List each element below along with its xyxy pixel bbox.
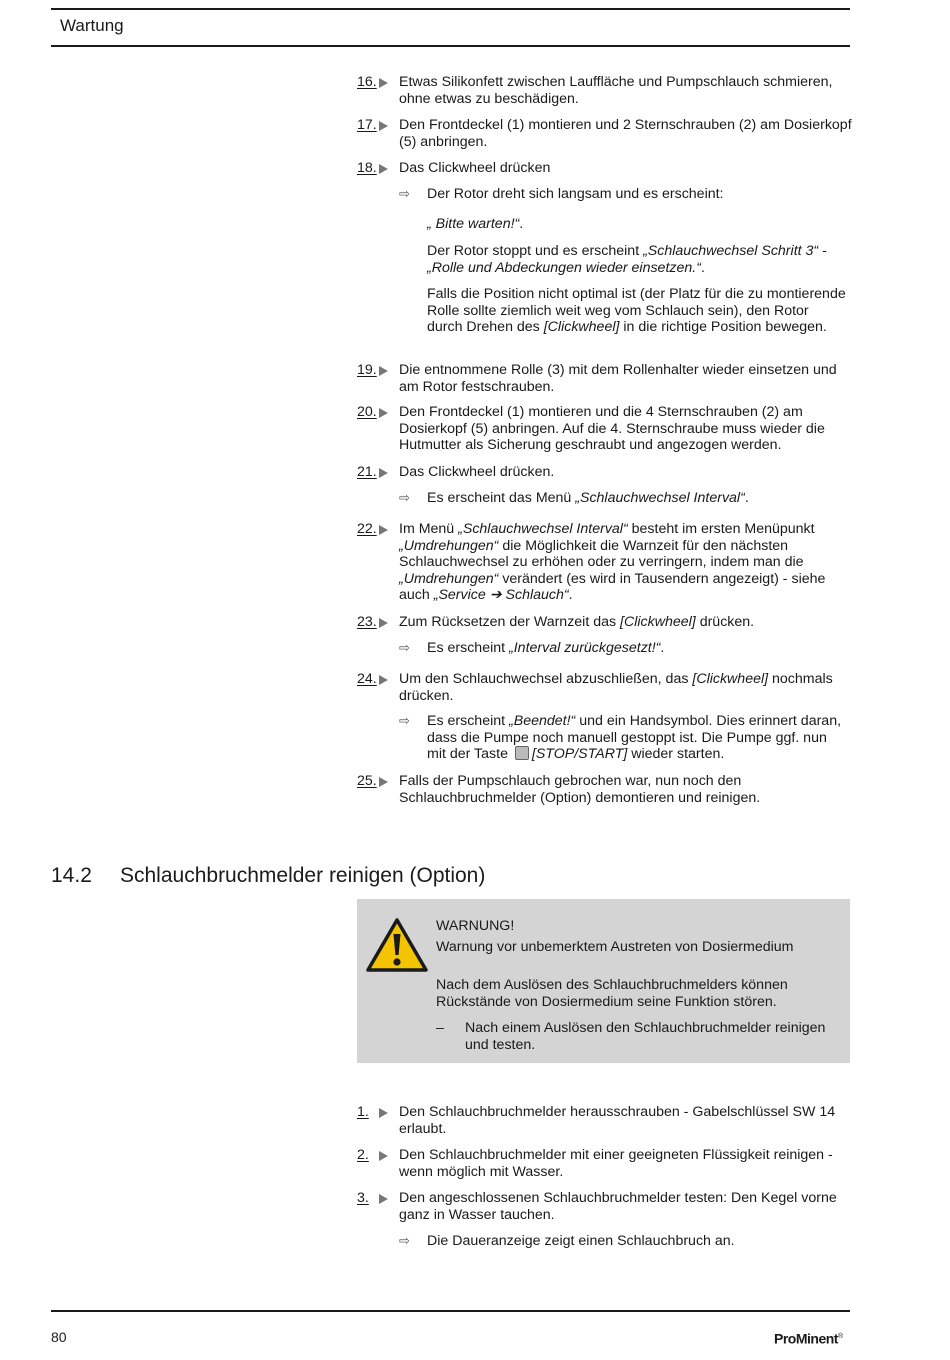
result-text: Der Rotor dreht sich langsam und es erscheint: xyxy=(427,186,724,202)
step-18-message-1 xyxy=(427,216,847,233)
display-message: „Schlauchwechsel Schritt 3“ xyxy=(643,243,819,259)
result-text xyxy=(427,640,849,657)
text: in die richtige Position bewegen. xyxy=(619,319,827,336)
text: Der Rotor stoppt und es erscheint xyxy=(427,243,644,259)
measure-text: Nach einem Auslösen den Schlauchbruchmelder reinigen und testen. xyxy=(465,1020,826,1053)
step-text: Den Frontdeckel (1) montieren und die 4 Sternschrauben (2) am Dosierkopf (5) anbringen. Auf die 4. Sternschraube muss wieder die Hutmutter als Sicherung geschraubt und angezogen werden. xyxy=(399,404,825,454)
step-18-message-2 xyxy=(427,243,847,276)
punctuation: . xyxy=(660,640,665,656)
punctuation: . xyxy=(700,259,705,276)
menu-name: „Schlauchwechsel Interval“ xyxy=(458,521,628,537)
text: die Möglichkeit die Warnzeit für den nächsten Schlauchwechsel zu erhöhen oder zu verringern, indem man die xyxy=(399,537,804,571)
control-name: [Clickwheel] xyxy=(692,671,769,687)
punctuation: . xyxy=(568,587,573,604)
step-arrow-icon xyxy=(379,675,388,685)
step-arrow-icon xyxy=(379,525,388,535)
stop-start-key-icon xyxy=(515,746,529,760)
step-23 xyxy=(357,614,852,631)
menu-path: „Service ➔ Schlauch“ xyxy=(433,587,569,604)
step-17 xyxy=(357,117,852,150)
warning-triangle-icon xyxy=(365,917,429,973)
step-number: 17. xyxy=(357,117,377,133)
step-arrow-icon xyxy=(379,1108,388,1118)
step-number: 25. xyxy=(357,773,377,789)
step-number: 20. xyxy=(357,404,377,420)
step-arrow-icon xyxy=(379,121,388,131)
step-20 xyxy=(357,404,852,454)
step-number: 16. xyxy=(357,74,377,90)
text: nochmals drücken. xyxy=(399,671,833,704)
punctuation: . xyxy=(744,490,749,506)
result-text xyxy=(427,490,849,507)
step-18 xyxy=(357,160,852,177)
step-16 xyxy=(357,74,852,107)
text: Um den Schlauchwechsel abzuschließen, das xyxy=(399,671,693,687)
header-bottom-rule xyxy=(51,45,850,47)
warning-measure xyxy=(436,1020,826,1053)
chapter-title: Wartung xyxy=(60,16,124,35)
step-text xyxy=(399,614,852,631)
logo-text: ProMinent xyxy=(774,1330,838,1347)
step-3-result xyxy=(399,1233,849,1250)
step-18-note xyxy=(427,286,847,336)
step-22 xyxy=(357,521,852,604)
step-arrow-icon xyxy=(379,408,388,418)
section-title: Schlauchbruchmelder reinigen (Option) xyxy=(120,864,486,887)
header-top-rule xyxy=(51,8,850,10)
step-text: Falls der Pumpschlauch gebrochen war, nun noch den Schlauchbruchmelder (Option) demontieren und reinigen. xyxy=(399,773,761,806)
step-text: Das Clickwheel drücken xyxy=(399,160,551,176)
text: Es erscheint xyxy=(427,640,510,656)
key-name: [STOP/START] xyxy=(531,746,628,763)
step-number: 19. xyxy=(357,362,377,378)
text: Im Menü xyxy=(399,521,459,537)
page-number: 80 xyxy=(51,1329,67,1345)
step-number: 3. xyxy=(357,1190,369,1206)
result-text: Die Daueranzeige zeigt einen Schlauchbruch an. xyxy=(427,1233,735,1249)
display-message: „Interval zurückgesetzt!“ xyxy=(509,640,661,656)
result-arrow-icon: ⇨ xyxy=(399,713,410,728)
step-25 xyxy=(357,773,852,806)
step-text: Den Schlauchbruchmelder mit einer geeigneten Flüssigkeit reinigen - wenn möglich mit Wasser. xyxy=(399,1147,833,1180)
step-19 xyxy=(357,362,852,395)
text: und ein Handsymbol. Dies erinnert daran, dass die Pumpe noch manuell gestoppt ist. Die Pumpe ggf. nun mit der Taste xyxy=(427,713,842,763)
step-number: 2. xyxy=(357,1147,369,1163)
step-24-result xyxy=(399,713,849,763)
footer-rule xyxy=(51,1310,850,1312)
step-number: 18. xyxy=(357,160,377,176)
step-3 xyxy=(357,1190,852,1223)
step-1 xyxy=(357,1104,852,1137)
step-arrow-icon xyxy=(379,777,388,787)
control-name: [Clickwheel] xyxy=(620,614,696,630)
step-number: 22. xyxy=(357,521,377,537)
display-message: „Rolle und Abdeckungen wieder einsetzen.“ xyxy=(427,259,701,276)
text: - xyxy=(818,243,827,259)
step-21 xyxy=(357,464,852,481)
step-arrow-icon xyxy=(379,468,388,478)
menu-item: „Umdrehungen“ xyxy=(399,570,499,587)
display-message: „ Bitte warten!“ xyxy=(427,216,520,232)
step-number: 23. xyxy=(357,614,377,630)
result-arrow-icon: ⇨ xyxy=(399,186,410,201)
step-number: 1. xyxy=(357,1104,369,1120)
text: Es erscheint xyxy=(427,713,510,729)
result-arrow-icon: ⇨ xyxy=(399,1233,410,1248)
step-number: 21. xyxy=(357,464,377,480)
result-arrow-icon: ⇨ xyxy=(399,640,410,655)
text: besteht im ersten Menüpunkt xyxy=(627,521,815,537)
step-2 xyxy=(357,1147,852,1180)
display-message: „Schlauchwechsel Interval“ xyxy=(575,490,745,506)
step-number: 24. xyxy=(357,671,377,687)
step-18-result xyxy=(399,186,849,203)
step-text: Etwas Silikonfett zwischen Lauffläche und Pumpschlauch schmieren, ohne etwas zu beschädigen. xyxy=(399,74,833,107)
step-text: Den Frontdeckel (1) montieren und 2 Sternschrauben (2) am Dosierkopf (5) anbringen. xyxy=(399,117,852,150)
step-text xyxy=(399,671,852,704)
warning-heading: Warnung vor unbemerktem Austreten von Dosiermedium xyxy=(436,939,794,955)
step-arrow-icon xyxy=(379,618,388,628)
step-text: Das Clickwheel drücken. xyxy=(399,464,555,480)
dash: – xyxy=(436,1020,444,1036)
menu-item: „Umdrehungen“ xyxy=(399,537,499,554)
step-arrow-icon xyxy=(379,78,388,88)
punctuation: . xyxy=(519,216,524,232)
warning-box xyxy=(357,899,850,1063)
section-number: 14.2 xyxy=(51,864,92,887)
step-arrow-icon xyxy=(379,1194,388,1204)
brand-logo xyxy=(774,1329,843,1347)
step-arrow-icon xyxy=(379,1151,388,1161)
text: Es erscheint das Menü xyxy=(427,490,576,506)
text: drücken. xyxy=(695,614,755,630)
step-arrow-icon xyxy=(379,366,388,376)
text: Falls die Position nicht optimal ist (der Platz für die zu montierende Rolle sollte ziemlich weit weg vom Schlauch sein), den Rotor durch Drehen des xyxy=(427,286,846,336)
text: Zum Rücksetzen der Warnzeit das xyxy=(399,614,621,630)
step-text xyxy=(399,521,852,604)
step-23-result xyxy=(399,640,849,657)
step-text: Die entnommene Rolle (3) mit dem Rollenhalter wieder einsetzen und am Rotor festschrauben. xyxy=(399,362,837,395)
warning-body: Nach dem Auslösen des Schlauchbruchmelders können Rückstände von Dosiermedium seine Funktion stören. xyxy=(436,977,788,1010)
result-text xyxy=(427,713,849,763)
step-21-result xyxy=(399,490,849,507)
step-24 xyxy=(357,671,852,704)
warning-label: WARNUNG! xyxy=(436,918,515,934)
result-arrow-icon: ⇨ xyxy=(399,490,410,505)
registered-mark: ® xyxy=(837,1333,843,1340)
step-arrow-icon xyxy=(379,164,388,174)
display-message: „Beendet!“ xyxy=(509,713,576,729)
control-name: [Clickwheel] xyxy=(543,319,620,336)
text: wieder starten. xyxy=(627,746,725,763)
step-text: Den angeschlossenen Schlauchbruchmelder testen: Den Kegel vorne ganz in Wasser tauchen. xyxy=(399,1190,837,1223)
step-text: Den Schlauchbruchmelder herausschrauben - Gabelschlüssel SW 14 erlaubt. xyxy=(399,1104,836,1137)
text: verändert (es wird in Tausendern angezeigt) - siehe auch xyxy=(399,570,826,604)
